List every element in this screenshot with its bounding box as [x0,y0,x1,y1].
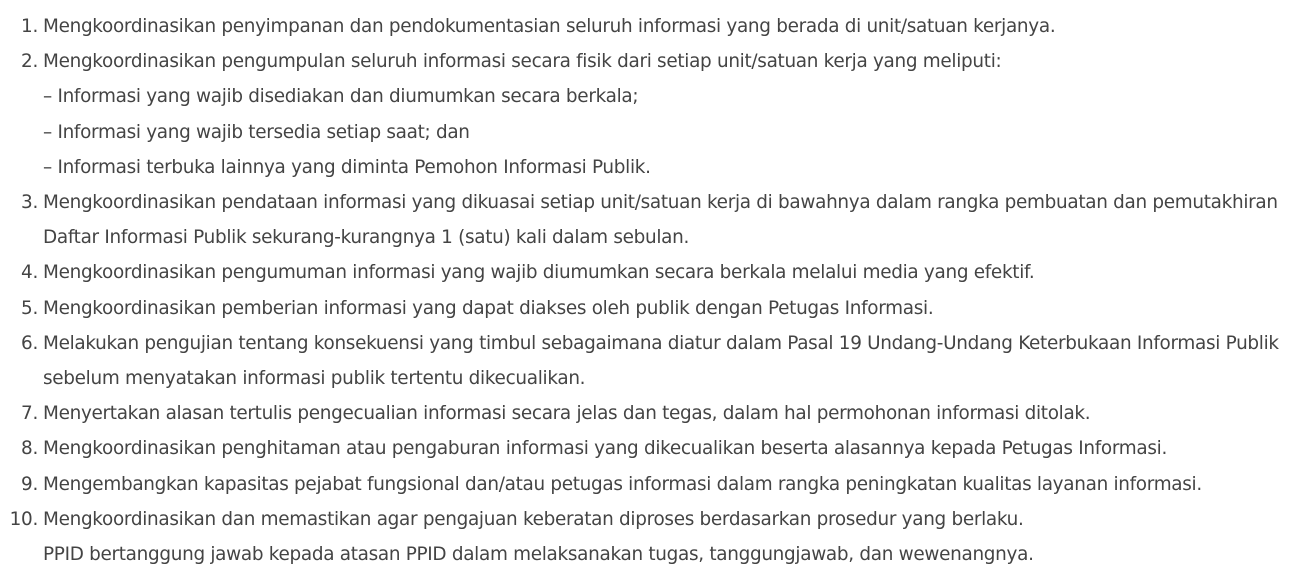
item-number: 7. [21,403,38,425]
duty-item [0,396,1316,431]
item-text-continuation: sebelum menyatakan informasi publik tertentu dikecualikan. [43,368,586,390]
duty-item [0,9,1316,44]
item-text: Mengkoordinasikan dan memastikan agar pengajuan keberatan diproses berdasarkan prosedur yang berlaku. [43,508,1024,530]
duty-item [0,185,1316,255]
item-text: Mengkoordinasikan pendataan informasi yang dikuasai setiap unit/satuan kerja di bawahnya dalam rangka pembuatan dan pemutakhiran [43,192,1278,214]
item-number: 5. [21,297,38,319]
item-text: Mengembangkan kapasitas pejabat fungsional dan/atau petugas informasi dalam rangka peningkatan kualitas layanan informasi. [43,473,1202,495]
item-text: Mengkoordinasikan pemberian informasi yang dapat diakses oleh publik dengan Petugas Informasi. [43,297,934,319]
sub-item-text: – Informasi terbuka lainnya yang diminta Pemohon Informasi Publik. [43,156,651,178]
closing-statement: PPID bertanggung jawab kepada atasan PPID dalam melaksanakan tugas, tanggungjawab, dan wewenangnya. [43,544,1034,566]
duty-item [0,44,1316,185]
duty-item [0,467,1316,502]
item-number: 10. [9,508,38,530]
item-text: Mengkoordinasikan penyimpanan dan pendokumentasian seluruh informasi yang berada di unit/satuan kerjanya. [43,16,1056,37]
duty-item [0,431,1316,466]
duty-item [0,255,1316,290]
item-text: Mengkoordinasikan penghitaman atau pengaburan informasi yang dikecualikan beserta alasannya kepada Petugas Informasi. [43,438,1167,460]
sub-item-text: – Informasi yang wajib disediakan dan diumumkan secara berkala; [43,86,639,108]
item-number: 4. [21,262,38,284]
item-text: Melakukan pengujian tentang konsekuensi yang timbul sebagaimana diatur dalam Pasal 19 Undang-Undang Keterbukaan Informasi Publik [43,332,1279,354]
duty-item [0,291,1316,326]
item-number: 8. [21,438,38,460]
item-text: Mengkoordinasikan pengumpulan seluruh informasi secara fisik dari setiap unit/satuan kerja yang meliputi: [43,51,1002,73]
item-number: 2. [21,51,38,73]
item-number: 1. [21,16,38,37]
item-text-continuation: Daftar Informasi Publik sekurang-kurangnya 1 (satu) kali dalam sebulan. [43,227,690,249]
item-number: 9. [21,473,38,495]
sub-item-text: – Informasi yang wajib tersedia setiap saat; dan [43,121,470,143]
item-text: Menyertakan alasan tertulis pengecualian informasi secara jelas dan tegas, dalam hal permohonan informasi ditolak. [43,403,1091,425]
item-text: Mengkoordinasikan pengumuman informasi yang wajib diumumkan secara berkala melalui media yang efektif. [43,262,1035,284]
item-number: 6. [21,332,38,354]
duty-item [0,502,1316,572]
duty-item [0,326,1316,396]
item-number: 3. [21,192,38,214]
